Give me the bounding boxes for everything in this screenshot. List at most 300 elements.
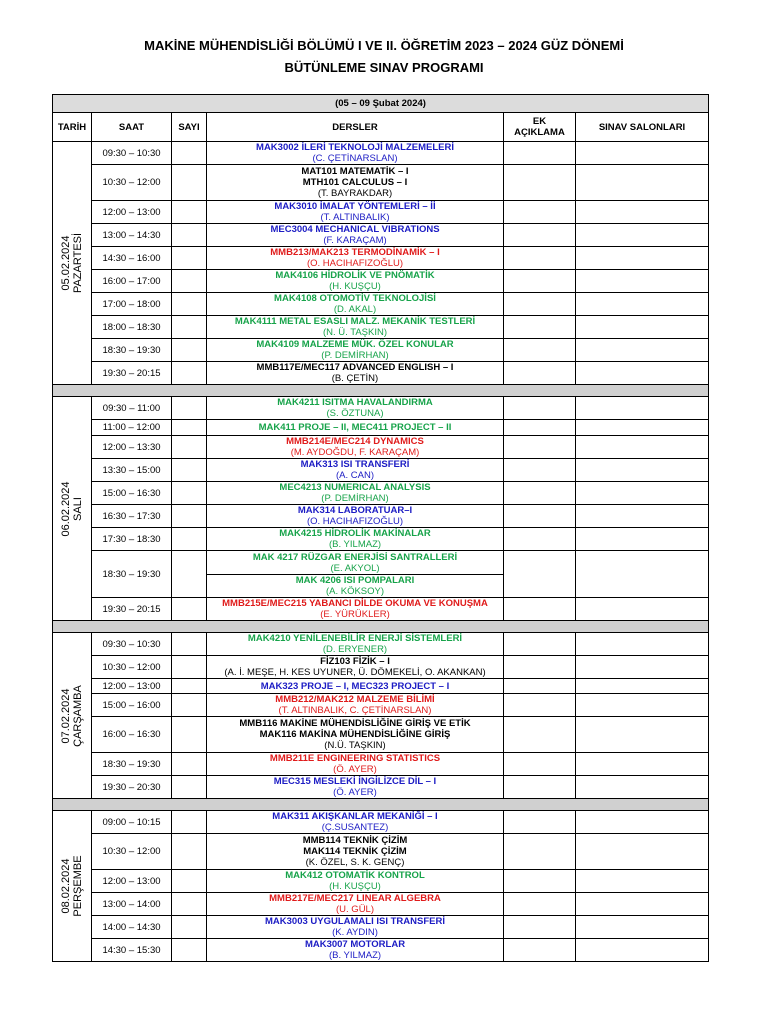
course-block bbox=[209, 870, 501, 892]
sayi-cell bbox=[172, 753, 207, 776]
course-block bbox=[209, 552, 501, 574]
col-aciklama: AÇIKLAMA bbox=[514, 127, 565, 138]
sayi-cell bbox=[172, 224, 207, 247]
sayi-cell bbox=[172, 598, 207, 621]
sayi-cell bbox=[172, 420, 207, 436]
course-instructor: (P. DEMİRHAN) bbox=[321, 350, 389, 361]
exam-time: 09:30 – 11:00 bbox=[92, 397, 172, 420]
day-name: PERŞEMBE bbox=[72, 855, 84, 917]
header-row bbox=[53, 113, 709, 142]
course-name: MAK4109 MALZEME MÜK. ÖZEL KONULAR bbox=[256, 339, 454, 350]
course-block bbox=[209, 656, 501, 678]
course-instructor: (Ö. AYER) bbox=[333, 787, 377, 798]
exam-time: 19:30 – 20:15 bbox=[92, 362, 172, 385]
table-row bbox=[53, 362, 709, 385]
col-ek-aciklama bbox=[504, 113, 576, 142]
course-name: MAK4106 HİDROLİK VE PNÖMATİK bbox=[275, 270, 435, 281]
course-instructor: (T. ALTINBALIK, C. ÇETİNARSLAN) bbox=[278, 705, 432, 716]
day-label bbox=[60, 481, 84, 536]
ek-aciklama-cell bbox=[504, 694, 576, 717]
sinav-salonu-cell bbox=[576, 247, 709, 270]
sinav-salonu-cell bbox=[576, 293, 709, 316]
course-cell bbox=[207, 270, 504, 293]
course-cell bbox=[207, 482, 504, 505]
exam-time: 14:30 – 16:00 bbox=[92, 247, 172, 270]
sayi-cell bbox=[172, 270, 207, 293]
sayi-cell bbox=[172, 397, 207, 420]
sinav-salonu-cell bbox=[576, 482, 709, 505]
course-block bbox=[209, 166, 501, 199]
course-block bbox=[209, 776, 501, 798]
sinav-salonu-cell bbox=[576, 165, 709, 201]
course-name: MAK3010 İMALAT YÖNTEMLERİ – İİ bbox=[274, 201, 436, 212]
course-cell bbox=[207, 939, 504, 962]
sayi-cell bbox=[172, 362, 207, 385]
sayi-cell bbox=[172, 528, 207, 551]
course-instructor: (Ç.SUSANTEZ) bbox=[321, 822, 389, 833]
course-block bbox=[209, 482, 501, 504]
course-cell bbox=[207, 459, 504, 482]
exam-time: 12:00 – 13:30 bbox=[92, 436, 172, 459]
sinav-salonu-cell bbox=[576, 679, 709, 694]
ek-aciklama-cell bbox=[504, 201, 576, 224]
sinav-salonu-cell bbox=[576, 811, 709, 834]
course-cell bbox=[207, 633, 504, 656]
course-cell bbox=[207, 436, 504, 459]
course-name: MEC315 MESLEKİ İNGİLİZCE DİL – I bbox=[273, 776, 437, 787]
course-name: MAK311 AKIŞKANLAR MEKANİĞİ – I bbox=[272, 811, 438, 822]
col-dersler: DERSLER bbox=[207, 113, 504, 142]
table-row bbox=[53, 316, 709, 339]
course-block bbox=[209, 397, 501, 419]
table-row bbox=[53, 459, 709, 482]
course-block bbox=[209, 201, 501, 223]
sayi-cell bbox=[172, 459, 207, 482]
sinav-salonu-cell bbox=[576, 870, 709, 893]
course-name: MMB213/MAK213 TERMODİNAMİK – I bbox=[270, 247, 440, 258]
sinav-salonu-cell bbox=[576, 505, 709, 528]
course-name: MAK4215 HİDROLİK MAKİNALAR bbox=[279, 528, 431, 539]
sinav-salonu-cell bbox=[576, 776, 709, 799]
course-block bbox=[207, 574, 503, 597]
exam-time: 10:30 – 12:00 bbox=[92, 656, 172, 679]
course-block bbox=[209, 528, 501, 550]
course-block bbox=[209, 718, 501, 751]
table-row bbox=[53, 870, 709, 893]
course-block bbox=[209, 694, 501, 716]
course-name: MAK3007 MOTORLAR bbox=[304, 939, 406, 950]
sinav-salonu-cell bbox=[576, 270, 709, 293]
ek-aciklama-cell bbox=[504, 482, 576, 505]
course-instructor: (O. HACIHAFIZOĞLU) bbox=[306, 516, 404, 527]
sinav-salonu-cell bbox=[576, 528, 709, 551]
sayi-cell bbox=[172, 247, 207, 270]
sayi-cell bbox=[172, 916, 207, 939]
course-name: MAK4211 ISITMA HAVALANDIRMA bbox=[277, 397, 433, 408]
course-name: MAK116 MAKİNA MÜHENDİSLİĞİNE GİRİŞ bbox=[259, 729, 451, 740]
course-block bbox=[209, 753, 501, 775]
sayi-cell bbox=[172, 316, 207, 339]
document-title: MAKİNE MÜHENDİSLİĞİ BÖLÜMÜ I VE II. ÖĞRETİM 2023 – 2024 GÜZ DÖNEMİ bbox=[144, 38, 624, 53]
exam-time: 17:30 – 18:30 bbox=[92, 528, 172, 551]
table-row bbox=[53, 528, 709, 551]
sayi-cell bbox=[172, 142, 207, 165]
course-instructor: (A. KÖKSOY) bbox=[325, 585, 385, 597]
col-sinav-salonlari: SINAV SALONLARI bbox=[576, 113, 709, 142]
exam-time: 12:00 – 13:00 bbox=[92, 870, 172, 893]
sinav-salonu-cell bbox=[576, 598, 709, 621]
day-date: 05.02.2024 bbox=[60, 235, 72, 291]
course-instructor: (U. GÜL) bbox=[336, 904, 374, 915]
ek-aciklama-cell bbox=[504, 551, 576, 598]
exam-time: 13:30 – 15:00 bbox=[92, 459, 172, 482]
course-instructor: (K. AYDIN) bbox=[332, 927, 378, 938]
course-name: MEC3004 MECHANICAL VIBRATIONS bbox=[270, 224, 440, 235]
sayi-cell bbox=[172, 939, 207, 962]
day-date: 08.02.2024 bbox=[60, 858, 72, 914]
course-instructor: (H. KUŞÇU) bbox=[329, 281, 381, 292]
table-row bbox=[53, 247, 709, 270]
course-block bbox=[209, 247, 501, 269]
course-block bbox=[209, 598, 501, 620]
table-row bbox=[53, 633, 709, 656]
exam-time: 18:00 – 18:30 bbox=[92, 316, 172, 339]
sinav-salonu-cell bbox=[576, 142, 709, 165]
sinav-salonu-cell bbox=[576, 656, 709, 679]
course-block bbox=[209, 362, 501, 384]
sinav-salonu-cell bbox=[576, 339, 709, 362]
table-row bbox=[53, 893, 709, 916]
course-instructor: (N.Ü. TAŞKIN) bbox=[324, 740, 386, 751]
course-name: MMB211E ENGINEERING STATISTICS bbox=[269, 753, 441, 764]
ek-aciklama-cell bbox=[504, 224, 576, 247]
course-instructor: (O. HACIHAFIZOĞLU) bbox=[306, 258, 404, 269]
course-instructor: (A. İ. MEŞE, H. KES UYUNER, Ü. DÖMEKELİ, O. AKANKAN) bbox=[224, 667, 486, 678]
sayi-cell bbox=[172, 633, 207, 656]
ek-aciklama-cell bbox=[504, 939, 576, 962]
course-name: MAK3002 İLERİ TEKNOLOJİ MALZEMELERİ bbox=[256, 142, 454, 153]
day-separator bbox=[53, 621, 709, 633]
course-block bbox=[209, 224, 501, 246]
day-label bbox=[60, 233, 84, 293]
col-tarih: TARİH bbox=[53, 113, 92, 142]
sinav-salonu-cell bbox=[576, 201, 709, 224]
course-instructor: (D. AKAL) bbox=[333, 304, 377, 315]
sayi-cell bbox=[172, 893, 207, 916]
exam-schedule-table bbox=[52, 94, 709, 962]
ek-aciklama-cell bbox=[504, 293, 576, 316]
course-name: MAK4210 YENİLENEBİLİR ENERJİ SİSTEMLERİ bbox=[247, 633, 463, 644]
course-block bbox=[209, 142, 501, 164]
course-cell bbox=[207, 753, 504, 776]
table-row bbox=[53, 339, 709, 362]
sinav-salonu-cell bbox=[576, 551, 709, 598]
course-block bbox=[209, 681, 501, 692]
course-cell bbox=[207, 528, 504, 551]
sayi-cell bbox=[172, 811, 207, 834]
separator-cell bbox=[53, 621, 709, 633]
table-row bbox=[53, 834, 709, 870]
day-separator bbox=[53, 799, 709, 811]
course-cell bbox=[207, 505, 504, 528]
course-block bbox=[209, 422, 501, 433]
ek-aciklama-cell bbox=[504, 834, 576, 870]
course-cell bbox=[207, 339, 504, 362]
course-cell bbox=[207, 165, 504, 201]
course-block bbox=[209, 633, 501, 655]
course-name: MAK313 ISI TRANSFERİ bbox=[300, 459, 410, 470]
sinav-salonu-cell bbox=[576, 224, 709, 247]
sinav-salonu-cell bbox=[576, 459, 709, 482]
sayi-cell bbox=[172, 776, 207, 799]
course-instructor: (F. KARAÇAM) bbox=[323, 235, 387, 246]
course-block bbox=[209, 270, 501, 292]
table-row bbox=[53, 776, 709, 799]
sayi-cell bbox=[172, 656, 207, 679]
course-cell bbox=[207, 776, 504, 799]
table-row bbox=[53, 420, 709, 436]
table-row bbox=[53, 656, 709, 679]
ek-aciklama-cell bbox=[504, 316, 576, 339]
day-name: PAZARTESİ bbox=[72, 232, 84, 294]
course-instructor: (B. ÇETİN) bbox=[331, 373, 379, 384]
sinav-salonu-cell bbox=[576, 397, 709, 420]
course-name: MAK412 OTOMATİK KONTROL bbox=[285, 870, 425, 881]
day-date: 06.02.2024 bbox=[60, 480, 72, 537]
exam-time: 14:30 – 15:30 bbox=[92, 939, 172, 962]
course-name: MMB215E/MEC215 YABANCI DİLDE OKUMA VE KONUŞMA bbox=[222, 598, 488, 609]
course-instructor: (H. KUŞÇU) bbox=[329, 881, 381, 892]
col-sayi: SAYI bbox=[172, 113, 207, 142]
course-instructor: (T. BAYRAKDAR) bbox=[317, 188, 393, 199]
table-row bbox=[53, 811, 709, 834]
exam-time: 09:00 – 10:15 bbox=[92, 811, 172, 834]
course-block bbox=[209, 436, 501, 458]
course-block bbox=[209, 293, 501, 315]
course-cell bbox=[207, 316, 504, 339]
day-cell bbox=[53, 142, 92, 385]
sinav-salonu-cell bbox=[576, 916, 709, 939]
exam-time: 19:30 – 20:15 bbox=[92, 598, 172, 621]
course-cell bbox=[207, 834, 504, 870]
course-cell bbox=[207, 247, 504, 270]
ek-aciklama-cell bbox=[504, 459, 576, 482]
course-cell bbox=[207, 201, 504, 224]
course-name: MAK114 TEKNİK ÇİZİM bbox=[303, 846, 407, 857]
ek-aciklama-cell bbox=[504, 270, 576, 293]
table-row bbox=[53, 482, 709, 505]
course-cell bbox=[207, 811, 504, 834]
exam-time: 12:00 – 13:00 bbox=[92, 201, 172, 224]
exam-time: 14:00 – 14:30 bbox=[92, 916, 172, 939]
course-name: MAK314 LABORATUAR–I bbox=[297, 505, 413, 516]
sayi-cell bbox=[172, 694, 207, 717]
exam-time: 09:30 – 10:30 bbox=[92, 633, 172, 656]
course-cell bbox=[207, 420, 504, 436]
course-block bbox=[209, 505, 501, 527]
sinav-salonu-cell bbox=[576, 694, 709, 717]
course-cell bbox=[207, 551, 504, 598]
exam-time: 19:30 – 20:30 bbox=[92, 776, 172, 799]
exam-time: 18:30 – 19:30 bbox=[92, 551, 172, 598]
course-block bbox=[209, 316, 501, 338]
course-instructor: (N. Ü. TAŞKIN) bbox=[322, 327, 388, 338]
day-name: ÇARŞAMBA bbox=[72, 684, 84, 747]
table-row bbox=[53, 436, 709, 459]
table-row bbox=[53, 916, 709, 939]
sinav-salonu-cell bbox=[576, 939, 709, 962]
ek-aciklama-cell bbox=[504, 893, 576, 916]
table-row bbox=[53, 270, 709, 293]
exam-time: 13:00 – 14:30 bbox=[92, 224, 172, 247]
ek-aciklama-cell bbox=[504, 397, 576, 420]
table-row bbox=[53, 165, 709, 201]
day-date: 07.02.2024 bbox=[60, 687, 72, 744]
exam-time: 10:30 – 12:00 bbox=[92, 834, 172, 870]
sayi-cell bbox=[172, 717, 207, 753]
table-row bbox=[53, 551, 709, 598]
table-row bbox=[53, 679, 709, 694]
sayi-cell bbox=[172, 870, 207, 893]
course-name: MAK3003 UYGULAMALI ISI TRANSFERİ bbox=[265, 916, 445, 927]
sayi-cell bbox=[172, 293, 207, 316]
course-cell bbox=[207, 598, 504, 621]
course-name: FİZ103 FİZİK – I bbox=[320, 656, 390, 667]
course-name: MAK4108 OTOMOTİV TEKNOLOJİSİ bbox=[274, 293, 436, 304]
day-cell bbox=[53, 397, 92, 621]
day-separator bbox=[53, 385, 709, 397]
sayi-cell bbox=[172, 834, 207, 870]
course-block bbox=[209, 893, 501, 915]
course-name: MAK 4217 RÜZGAR ENERJİSİ SANTRALLERİ bbox=[252, 551, 458, 563]
course-cell bbox=[207, 679, 504, 694]
course-instructor: (C. ÇETİNARSLAN) bbox=[312, 153, 398, 164]
course-name: MMB214E/MEC214 DYNAMICS bbox=[286, 436, 424, 447]
ek-aciklama-cell bbox=[504, 436, 576, 459]
exam-time: 12:00 – 13:00 bbox=[92, 679, 172, 694]
course-name: MMB114 TEKNİK ÇİZİM bbox=[302, 835, 408, 846]
exam-time: 15:00 – 16:30 bbox=[92, 482, 172, 505]
course-block bbox=[209, 939, 501, 961]
day-cell bbox=[53, 633, 92, 799]
ek-aciklama-cell bbox=[504, 776, 576, 799]
table-row bbox=[53, 598, 709, 621]
ek-aciklama-cell bbox=[504, 679, 576, 694]
separator-cell bbox=[53, 385, 709, 397]
ek-aciklama-cell bbox=[504, 420, 576, 436]
course-instructor: (E. YÜRÜKLER) bbox=[320, 609, 390, 620]
day-name: SALI bbox=[72, 496, 84, 521]
course-cell bbox=[207, 694, 504, 717]
course-name: MMB217E/MEC217 LINEAR ALGEBRA bbox=[269, 893, 441, 904]
course-block bbox=[209, 835, 501, 868]
sayi-cell bbox=[172, 436, 207, 459]
sayi-cell bbox=[172, 201, 207, 224]
course-instructor: (B. YILMAZ) bbox=[328, 950, 382, 961]
exam-time: 15:00 – 16:00 bbox=[92, 694, 172, 717]
course-cell bbox=[207, 293, 504, 316]
ek-aciklama-cell bbox=[504, 717, 576, 753]
ek-aciklama-cell bbox=[504, 656, 576, 679]
sinav-salonu-cell bbox=[576, 420, 709, 436]
ek-aciklama-cell bbox=[504, 247, 576, 270]
table-row bbox=[53, 397, 709, 420]
course-cell bbox=[207, 893, 504, 916]
col-ek: EK bbox=[532, 116, 547, 127]
day-label bbox=[60, 685, 84, 747]
course-cell bbox=[207, 142, 504, 165]
course-block bbox=[209, 459, 501, 481]
ek-aciklama-cell bbox=[504, 362, 576, 385]
sayi-cell bbox=[172, 505, 207, 528]
course-cell bbox=[207, 397, 504, 420]
course-instructor: (S. ÖZTUNA) bbox=[326, 408, 384, 419]
sayi-cell bbox=[172, 482, 207, 505]
course-instructor: (K. ÖZEL, S. K. GENÇ) bbox=[305, 857, 405, 868]
ek-aciklama-cell bbox=[504, 339, 576, 362]
table-row bbox=[53, 224, 709, 247]
ek-aciklama-cell bbox=[504, 165, 576, 201]
separator-cell bbox=[53, 799, 709, 811]
table-row bbox=[53, 201, 709, 224]
course-instructor: (T. ALTINBALIK) bbox=[320, 212, 390, 223]
day-cell bbox=[53, 811, 92, 962]
course-name: MAK4111 METAL ESASLI MALZ. MEKANİK TESTLERİ bbox=[234, 316, 476, 327]
table-row bbox=[53, 142, 709, 165]
exam-time: 16:00 – 16:30 bbox=[92, 717, 172, 753]
ek-aciklama-cell bbox=[504, 598, 576, 621]
course-instructor: (E. AKYOL) bbox=[330, 562, 380, 574]
course-name: MAK411 PROJE – II, MEC411 PROJECT – II bbox=[258, 422, 452, 433]
exam-time: 13:00 – 14:00 bbox=[92, 893, 172, 916]
sayi-cell bbox=[172, 165, 207, 201]
sayi-cell bbox=[172, 551, 207, 598]
sinav-salonu-cell bbox=[576, 316, 709, 339]
course-name: MMB117E/MEC117 ADVANCED ENGLISH – I bbox=[256, 362, 454, 373]
exam-time: 17:00 – 18:00 bbox=[92, 293, 172, 316]
course-instructor: (Ö. AYER) bbox=[333, 764, 377, 775]
exam-time: 16:00 – 17:00 bbox=[92, 270, 172, 293]
sayi-cell bbox=[172, 339, 207, 362]
table-row bbox=[53, 505, 709, 528]
course-cell bbox=[207, 870, 504, 893]
course-cell bbox=[207, 224, 504, 247]
exam-time: 16:30 – 17:30 bbox=[92, 505, 172, 528]
course-cell bbox=[207, 717, 504, 753]
ek-aciklama-cell bbox=[504, 916, 576, 939]
course-cell bbox=[207, 362, 504, 385]
course-instructor: (D. ERYENER) bbox=[322, 644, 388, 655]
table-row bbox=[53, 293, 709, 316]
sinav-salonu-cell bbox=[576, 633, 709, 656]
course-name: MMB116 MAKİNE MÜHENDİSLİĞİNE GİRİŞ VE ETİK bbox=[239, 718, 471, 729]
course-instructor: (B. YILMAZ) bbox=[328, 539, 382, 550]
sinav-salonu-cell bbox=[576, 436, 709, 459]
exam-time: 18:30 – 19:30 bbox=[92, 753, 172, 776]
course-name: MAK 4206 ISI POMPALARI bbox=[295, 574, 415, 586]
exam-time: 18:30 – 19:30 bbox=[92, 339, 172, 362]
table-row bbox=[53, 717, 709, 753]
ek-aciklama-cell bbox=[504, 870, 576, 893]
sinav-salonu-cell bbox=[576, 893, 709, 916]
sinav-salonu-cell bbox=[576, 362, 709, 385]
sinav-salonu-cell bbox=[576, 717, 709, 753]
sayi-cell bbox=[172, 679, 207, 694]
exam-time: 11:00 – 12:00 bbox=[92, 420, 172, 436]
sinav-salonu-cell bbox=[576, 834, 709, 870]
exam-time: 10:30 – 12:00 bbox=[92, 165, 172, 201]
ek-aciklama-cell bbox=[504, 633, 576, 656]
